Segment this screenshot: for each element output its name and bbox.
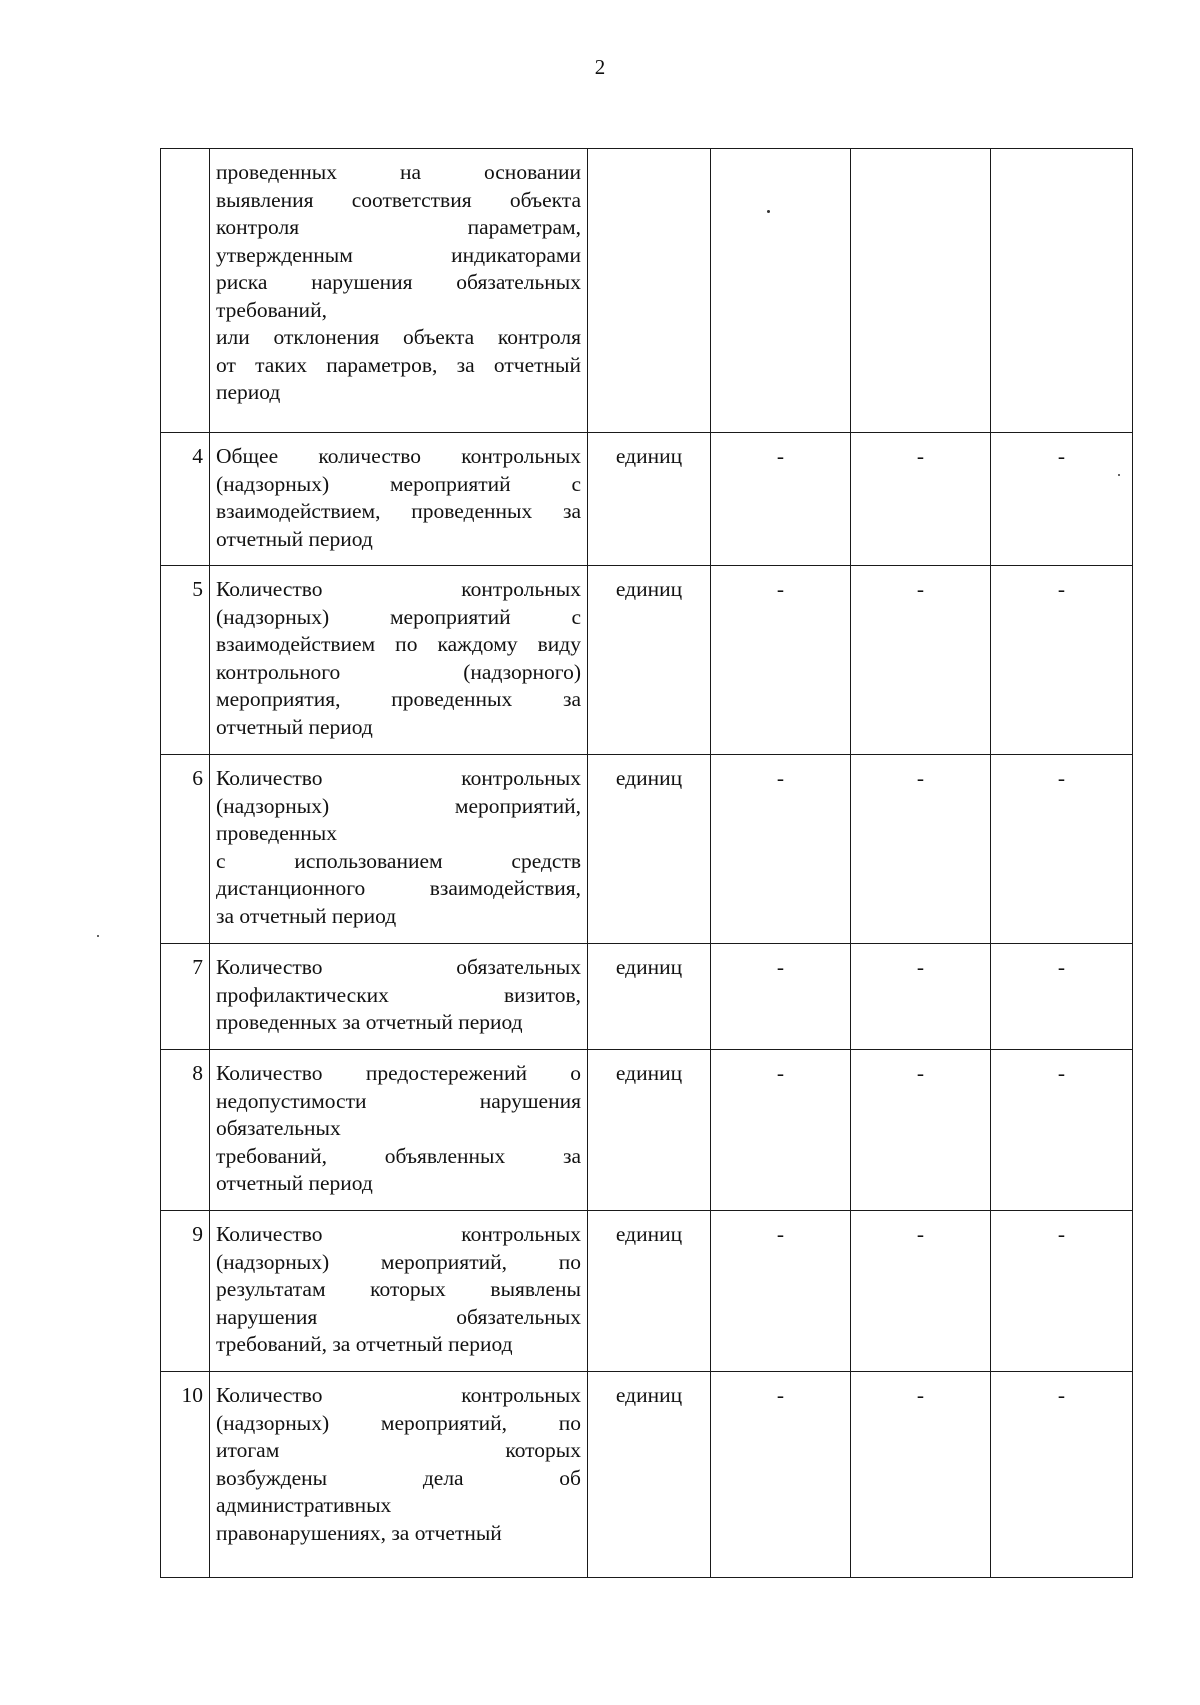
- value-cell: -: [711, 755, 851, 944]
- value-cell: -: [851, 1372, 991, 1578]
- indicator-name-line: контроля параметрам,: [216, 215, 581, 239]
- indicator-name-line: Количество обязательных: [216, 955, 581, 979]
- indicator-name-line: (надзорных) мероприятий, по: [216, 1249, 581, 1274]
- indicator-name-line: требований, за отчетный период: [216, 1332, 513, 1356]
- table-row: [161, 566, 1133, 755]
- indicator-name-line: Количество предостережений о: [216, 1061, 581, 1085]
- indicator-name-line: период: [216, 380, 281, 404]
- unit-cell: единиц: [588, 1372, 711, 1578]
- indicator-name-line: Количество контрольных: [216, 577, 581, 601]
- table-row: [161, 433, 1133, 566]
- table-row: [161, 944, 1133, 1050]
- row-number: 5: [161, 566, 210, 755]
- value-cell: -: [851, 433, 991, 566]
- table-row: [161, 1372, 1133, 1578]
- indicator-name-line: проведенных: [216, 821, 337, 845]
- value-cell: -: [991, 755, 1133, 944]
- indicator-name-line: требований, объявленных за: [216, 1143, 581, 1168]
- indicator-name: [210, 944, 588, 1050]
- indicator-name-line: утвержденным индикаторами: [216, 242, 581, 267]
- indicator-name-line: отчетный период: [216, 526, 373, 551]
- value-cell: -: [711, 1050, 851, 1211]
- indicator-name-line: мероприятия, проведенных за: [216, 687, 581, 711]
- unit-cell: единиц: [588, 1050, 711, 1211]
- table-row: [161, 149, 1133, 433]
- value-cell: -: [711, 1372, 851, 1578]
- indicator-name-line: взаимодействием, проведенных за: [216, 499, 581, 523]
- indicator-name-line: обязательных: [216, 1116, 341, 1140]
- indicators-table-body: [161, 149, 1133, 1578]
- row-number: 9: [161, 1211, 210, 1372]
- indicator-name-line: или отклонения объекта контроля: [216, 325, 581, 349]
- row-number: [161, 149, 210, 433]
- value-cell: -: [711, 566, 851, 755]
- row-number: 6: [161, 755, 210, 944]
- value-cell: [711, 149, 851, 433]
- indicator-name-line: результатам которых выявлены: [216, 1277, 581, 1301]
- indicator-name-line: Количество контрольных: [216, 1222, 581, 1246]
- indicator-name-line: проведенных за отчетный период: [216, 1010, 523, 1034]
- indicator-name-line: нарушения обязательных: [216, 1304, 581, 1329]
- indicator-name-line: требований,: [216, 297, 327, 322]
- indicator-name-line: административных: [216, 1493, 392, 1517]
- indicator-name: [210, 1050, 588, 1211]
- unit-cell: единиц: [588, 433, 711, 566]
- indicator-name: [210, 755, 588, 944]
- indicator-name-line: проведенных на основании: [216, 160, 581, 184]
- indicator-name-line: (надзорных) мероприятий, по: [216, 1410, 581, 1435]
- indicator-name-line: правонарушениях, за отчетный: [216, 1520, 502, 1545]
- indicator-name-line: (надзорных) мероприятий с: [216, 604, 581, 629]
- unit-cell: единиц: [588, 566, 711, 755]
- scan-speck: [767, 210, 770, 213]
- value-cell: -: [711, 1211, 851, 1372]
- indicator-name-line: Количество контрольных: [216, 766, 581, 790]
- indicator-name-line: отчетный период: [216, 1171, 373, 1195]
- indicator-name-line: дистанционного взаимодействия,: [216, 876, 581, 900]
- row-number: 4: [161, 433, 210, 566]
- value-cell: -: [851, 1211, 991, 1372]
- unit-cell: [588, 149, 711, 433]
- page-number: 2: [594, 55, 606, 79]
- value-cell: -: [851, 755, 991, 944]
- indicators-table: [160, 148, 1133, 1578]
- scan-speck: [97, 935, 99, 937]
- value-cell: [851, 149, 991, 433]
- value-cell: -: [991, 433, 1133, 566]
- value-cell: -: [991, 1050, 1133, 1211]
- value-cell: [991, 149, 1133, 433]
- indicator-name: [210, 433, 588, 566]
- indicator-name-line: (надзорных) мероприятий с: [216, 471, 581, 496]
- indicator-name-line: с использованием средств: [216, 848, 581, 873]
- indicator-name-line: профилактических визитов,: [216, 982, 581, 1007]
- unit-cell: единиц: [588, 755, 711, 944]
- indicator-name-line: отчетный период: [216, 714, 373, 739]
- table-row: [161, 1211, 1133, 1372]
- indicator-name: [210, 1211, 588, 1372]
- value-cell: -: [851, 1050, 991, 1211]
- indicator-name-line: за отчетный период: [216, 903, 397, 928]
- indicator-name-line: выявления соответствия объекта: [216, 187, 581, 212]
- value-cell: -: [711, 944, 851, 1050]
- scan-speck: [1118, 474, 1120, 476]
- indicator-name-line: возбуждены дела об: [216, 1465, 581, 1490]
- indicator-name-line: Общее количество контрольных: [216, 444, 581, 468]
- indicator-name-line: взаимодействием по каждому виду: [216, 632, 581, 656]
- table-row: [161, 1050, 1133, 1211]
- indicator-name-line: итогам которых: [216, 1438, 581, 1462]
- indicator-name-line: риска нарушения обязательных: [216, 270, 581, 294]
- row-number: 7: [161, 944, 210, 1050]
- indicator-name-line: недопустимости нарушения: [216, 1088, 581, 1113]
- row-number: 10: [161, 1372, 210, 1578]
- indicator-name: [210, 1372, 588, 1578]
- value-cell: -: [991, 1372, 1133, 1578]
- indicator-name-line: контрольного (надзорного): [216, 659, 581, 684]
- indicator-name-line: от таких параметров, за отчетный: [216, 352, 581, 377]
- unit-cell: единиц: [588, 944, 711, 1050]
- value-cell: -: [711, 433, 851, 566]
- unit-cell: единиц: [588, 1211, 711, 1372]
- value-cell: -: [991, 566, 1133, 755]
- value-cell: -: [851, 944, 991, 1050]
- indicator-name-line: Количество контрольных: [216, 1383, 581, 1407]
- indicator-name: [210, 566, 588, 755]
- value-cell: -: [991, 944, 1133, 1050]
- indicator-name: [210, 149, 588, 433]
- value-cell: -: [851, 566, 991, 755]
- row-number: 8: [161, 1050, 210, 1211]
- indicator-name-line: (надзорных) мероприятий,: [216, 793, 581, 818]
- table-row: [161, 755, 1133, 944]
- value-cell: -: [991, 1211, 1133, 1372]
